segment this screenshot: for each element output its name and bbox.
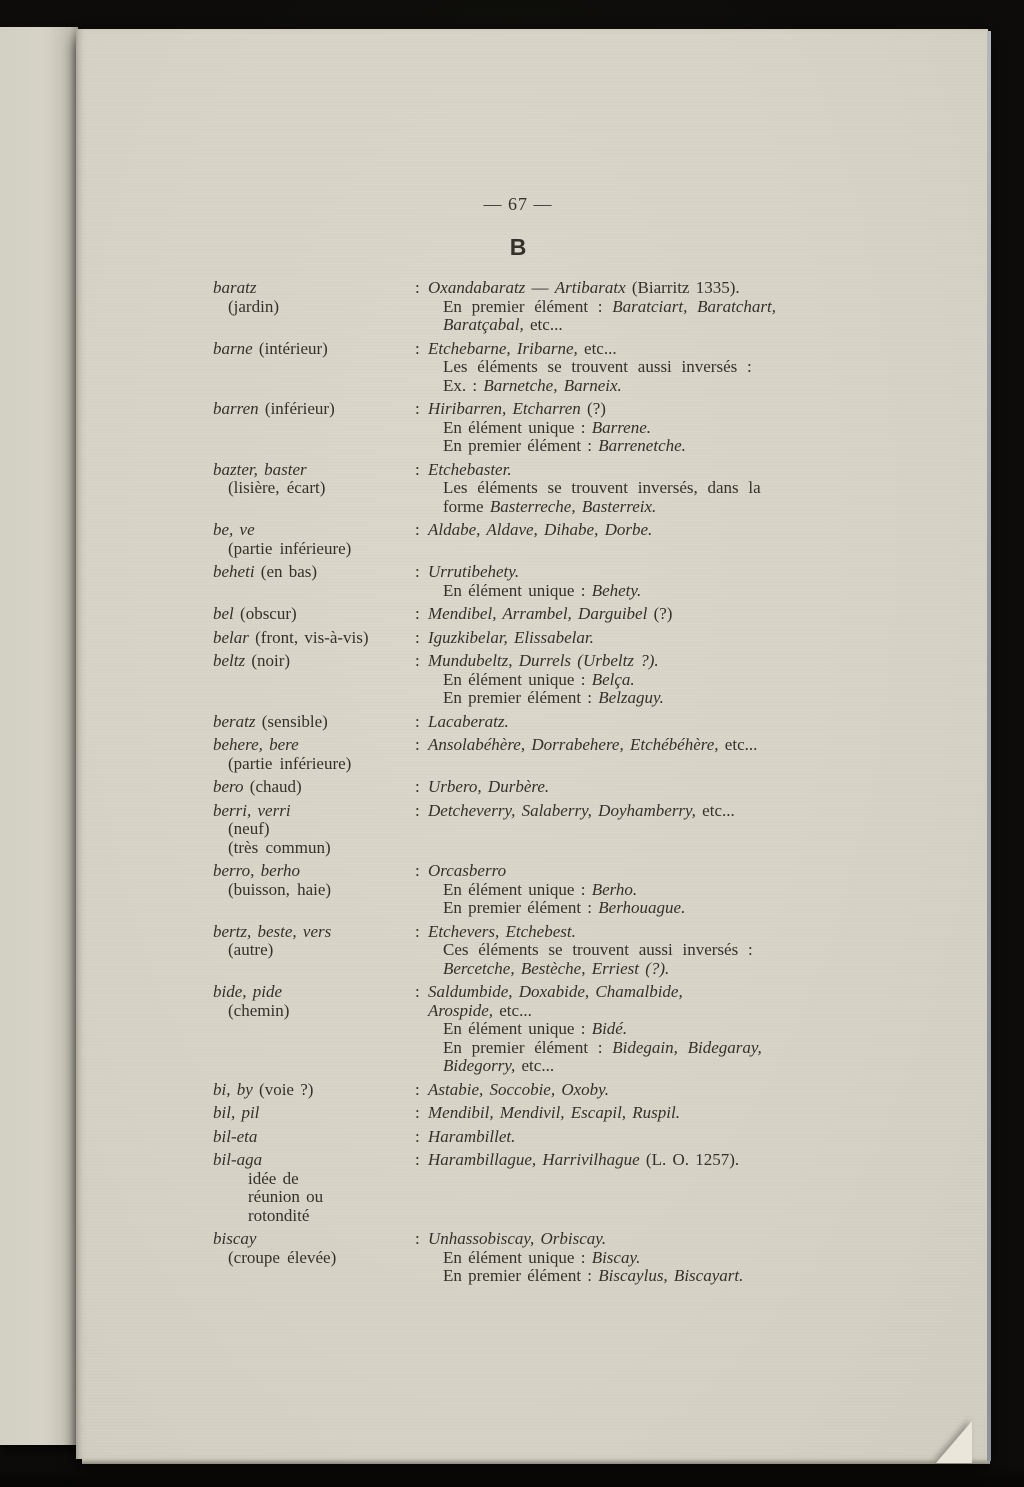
- plain-text: Ces éléments se trouvent aussi inversés :: [443, 940, 753, 959]
- definition-line: [428, 419, 823, 438]
- name-text: Belça.: [591, 669, 635, 689]
- definition-column: [428, 563, 823, 600]
- dictionary-entry: [213, 1230, 823, 1286]
- colon-separator: :: [415, 278, 420, 297]
- name-text: Biscay.: [591, 1247, 641, 1267]
- plain-text: (Biarritz 1335).: [625, 278, 740, 297]
- definition-column: [428, 1081, 823, 1100]
- term: [213, 1151, 415, 1170]
- name-text: Baratciart, Baratchart,: [612, 296, 776, 316]
- definition-column: [428, 1230, 823, 1286]
- colon-separator: :: [415, 777, 420, 796]
- term: [213, 563, 415, 582]
- name-text: bide, pide: [213, 982, 283, 1001]
- term-column: [213, 1081, 415, 1100]
- name-text: Artibaratx: [554, 278, 626, 297]
- plain-text: (L. O. 1257).: [639, 1150, 740, 1169]
- definition-column: [428, 521, 823, 540]
- page-content: [213, 29, 823, 1459]
- definition-line: [428, 1128, 823, 1147]
- term-gloss: (jardin): [228, 296, 279, 316]
- name-text: Oxandabaratz: [428, 278, 526, 297]
- definition-line: [428, 899, 823, 918]
- plain-text: En premier élément :: [443, 436, 599, 455]
- dictionary-entry: [213, 1128, 823, 1147]
- colon-separator: :: [415, 800, 420, 820]
- dictionary-entry: [213, 778, 823, 797]
- name-text: baratz: [213, 278, 257, 297]
- name-text: Harambillet.: [428, 1126, 516, 1146]
- name-text: be, ve: [213, 520, 255, 539]
- dictionary-entry: [213, 802, 823, 858]
- plain-text: etc...: [577, 338, 617, 358]
- term: [213, 340, 415, 359]
- definition-line: [428, 437, 823, 456]
- definition-line: [428, 377, 823, 396]
- name-text: Biscaylus, Biscayart.: [598, 1266, 744, 1285]
- term: [213, 1081, 415, 1100]
- term-column: [213, 521, 415, 558]
- dictionary-entry: [213, 1104, 823, 1123]
- definition-column: [428, 862, 823, 918]
- plain-text: Les éléments se trouvent inversés, dans la: [443, 478, 761, 497]
- definition-line: [428, 358, 823, 377]
- definition-line: [428, 298, 823, 317]
- colon-separator: :: [415, 1126, 420, 1146]
- name-text: Barrenetche.: [598, 436, 686, 455]
- term: [213, 629, 415, 648]
- term-column: [213, 778, 415, 797]
- definition-line: [428, 983, 823, 1002]
- term: [213, 802, 415, 821]
- name-text: Urrutibehety.: [428, 562, 520, 581]
- name-text: bertz, beste, vers: [213, 921, 332, 941]
- dictionary-entry: [213, 713, 823, 732]
- colon-separator: :: [415, 459, 420, 479]
- term-column: [213, 605, 415, 624]
- definition-line: [428, 340, 823, 359]
- name-text: Saldumbide, Doxabide, Chamalbide,: [428, 982, 683, 1001]
- term-note: réunion ou: [248, 1187, 324, 1206]
- term: [213, 713, 415, 732]
- term-column: [213, 400, 415, 419]
- name-text: Etchevers, Etchebest.: [428, 921, 576, 941]
- term-column: [213, 340, 415, 359]
- definition-column: [428, 1151, 823, 1170]
- dictionary-entry: [213, 279, 823, 335]
- definition-column: [428, 802, 823, 821]
- colon-separator: :: [415, 1229, 420, 1248]
- dictionary-entry: [213, 923, 823, 979]
- name-text: Berho.: [591, 879, 638, 899]
- name-text: belar: [213, 627, 249, 647]
- definition-line: [428, 582, 823, 601]
- definition-line: [428, 1020, 823, 1039]
- dictionary-entry: [213, 340, 823, 396]
- term: [213, 983, 415, 1002]
- definition-line: [428, 1230, 823, 1249]
- plain-text: En élément unique :: [443, 417, 592, 437]
- term-column: [213, 1230, 415, 1267]
- term-gloss: (autre): [228, 940, 274, 959]
- dictionary-entry: [213, 563, 823, 600]
- name-text: Berhouague.: [598, 898, 686, 917]
- colon-separator: :: [415, 1103, 420, 1122]
- definition-line: [428, 1104, 823, 1123]
- name-text: beheti: [213, 562, 255, 581]
- definition-line: [428, 1267, 823, 1286]
- colon-separator: :: [415, 921, 420, 941]
- name-text: Bidegain, Bidegaray,: [612, 1037, 762, 1057]
- term: [213, 521, 415, 540]
- term-column: [213, 652, 415, 671]
- definition-line: [428, 736, 823, 755]
- plain-text: En élément unique :: [443, 580, 592, 600]
- colon-separator: :: [415, 1150, 420, 1169]
- definition-line: [428, 1151, 823, 1170]
- plain-text: etc...: [523, 315, 563, 334]
- colon-separator: :: [415, 982, 420, 1001]
- term-column: [213, 983, 415, 1020]
- term-gloss: (partie inférieure): [228, 753, 352, 773]
- plain-text: Les éléments se trouvent aussi inversés :: [443, 357, 752, 376]
- term-column: [213, 736, 415, 773]
- term-column: [213, 279, 415, 316]
- colon-separator: :: [415, 627, 420, 647]
- name-text: Bidé.: [591, 1019, 628, 1038]
- colon-separator: :: [415, 562, 420, 581]
- dictionary-entry: [213, 605, 823, 624]
- dictionary-entry: [213, 736, 823, 773]
- name-text: Basterreche, Basterreix.: [489, 496, 657, 516]
- plain-text: En élément unique :: [443, 1247, 592, 1267]
- definition-line: [428, 960, 823, 979]
- plain-text: En premier élément :: [443, 1037, 613, 1057]
- name-text: barren: [213, 399, 259, 418]
- term-column: [213, 802, 415, 858]
- colon-separator: :: [415, 520, 420, 539]
- term-gloss: (lisière, écart): [228, 478, 326, 497]
- definition-line: [428, 1039, 823, 1058]
- definition-line: [428, 479, 823, 498]
- name-text: Etchebarne, Iribarne,: [428, 338, 578, 358]
- name-text: Mundubeltz, Durrels (Urbeltz ?).: [428, 651, 659, 670]
- name-text: bel: [213, 604, 234, 623]
- name-text: barne: [213, 338, 253, 358]
- name-text: Hiribarren, Etcharren: [428, 399, 581, 418]
- plain-text: Ex. :: [443, 375, 484, 395]
- term-column: [213, 563, 415, 582]
- term-column: [213, 923, 415, 960]
- name-text: Etchebaster.: [428, 459, 512, 479]
- definition-column: [428, 1104, 823, 1123]
- dictionary-entry: [213, 521, 823, 558]
- name-text: Baratçabal,: [443, 315, 524, 334]
- term-gloss: (chemin): [228, 1000, 290, 1020]
- definition-column: [428, 461, 823, 517]
- plain-text: (noir): [245, 651, 291, 670]
- definition-column: [428, 713, 823, 732]
- term: [213, 400, 415, 419]
- term: [213, 736, 415, 755]
- name-text: Barrene.: [591, 417, 652, 437]
- name-text: Astabie, Soccobie, Oxoby.: [428, 1079, 610, 1099]
- name-text: Mendibil, Mendivil, Escapil, Ruspil.: [428, 1103, 680, 1122]
- term-note: rotondité: [248, 1205, 310, 1225]
- name-text: biscay: [213, 1229, 257, 1248]
- plain-text: etc...: [695, 800, 735, 820]
- definition-line: [428, 498, 823, 517]
- definition-column: [428, 279, 823, 335]
- term-gloss: (buisson, haie): [228, 879, 332, 899]
- definition-line: [428, 1002, 823, 1021]
- name-text: Urbero, Durbère.: [428, 777, 550, 796]
- term-column: [213, 629, 415, 648]
- definition-line: [428, 923, 823, 942]
- term-column: [213, 1104, 415, 1123]
- definition-line: [428, 400, 823, 419]
- definition-column: [428, 400, 823, 456]
- name-text: Unhassobiscay, Orbiscay.: [428, 1229, 607, 1248]
- term: [213, 279, 415, 298]
- definition-column: [428, 778, 823, 797]
- name-text: Arospide,: [428, 1000, 494, 1020]
- name-text: Harambillague, Harrivilhague: [428, 1150, 640, 1169]
- name-text: Belzaguy.: [598, 688, 664, 707]
- term: [213, 1104, 415, 1123]
- plain-text: (obscur): [233, 604, 297, 623]
- name-text: Aldabe, Aldave, Dihabe, Dorbe.: [428, 520, 653, 539]
- name-text: bil, pil: [213, 1103, 260, 1122]
- definition-line: [428, 652, 823, 671]
- dictionary-entry: [213, 400, 823, 456]
- term-gloss: (neuf): [228, 819, 270, 838]
- entries-list: [213, 279, 823, 1291]
- definition-column: [428, 736, 823, 755]
- definition-line: [428, 671, 823, 690]
- plain-text: etc...: [493, 1000, 532, 1020]
- definition-line: [428, 862, 823, 881]
- section-heading: B: [509, 234, 527, 260]
- bottom-shadow: [0, 1463, 1024, 1487]
- definition-line: [428, 941, 823, 960]
- plain-text: etc...: [515, 1056, 555, 1075]
- plain-text: etc...: [718, 735, 758, 754]
- plain-text: (?): [580, 399, 606, 418]
- term-column: [213, 461, 415, 498]
- term-note: idée de: [248, 1168, 299, 1188]
- name-text: Behety.: [591, 580, 642, 600]
- definition-line: [428, 881, 823, 900]
- plain-text: En premier élément :: [443, 688, 599, 707]
- dictionary-entry: [213, 1081, 823, 1100]
- definition-line: [428, 802, 823, 821]
- colon-separator: :: [415, 338, 420, 358]
- dictionary-entry: [213, 629, 823, 648]
- colon-separator: :: [415, 604, 420, 623]
- term-column: [213, 713, 415, 732]
- name-text: bil-aga: [213, 1150, 263, 1169]
- term: [213, 778, 415, 797]
- plain-text: forme: [443, 496, 490, 516]
- colon-separator: :: [415, 399, 420, 418]
- name-text: bil-eta: [213, 1126, 258, 1146]
- term: [213, 461, 415, 480]
- plain-text: (inférieur): [258, 399, 335, 418]
- term-column: [213, 862, 415, 899]
- definition-line: [428, 1081, 823, 1100]
- term-gloss: (partie inférieure): [228, 538, 352, 558]
- colon-separator: :: [415, 711, 420, 731]
- term: [213, 1230, 415, 1249]
- term-column: [213, 1128, 415, 1147]
- name-text: beratz: [213, 711, 256, 731]
- plain-text: En élément unique :: [443, 1019, 592, 1038]
- name-text: Barnetche, Barneix.: [483, 375, 622, 395]
- plain-text: (front, vis-à-vis): [248, 627, 369, 647]
- definition-column: [428, 983, 823, 1076]
- definition-line: [428, 778, 823, 797]
- definition-line: [428, 713, 823, 732]
- definition-line: [428, 1057, 823, 1076]
- plain-text: (en bas): [254, 562, 318, 581]
- colon-separator: :: [415, 735, 420, 754]
- definition-column: [428, 340, 823, 396]
- plain-text: En premier élément :: [443, 1266, 599, 1285]
- colon-separator: :: [415, 651, 420, 670]
- definition-column: [428, 629, 823, 648]
- definition-line: [428, 563, 823, 582]
- term: [213, 605, 415, 624]
- name-text: berri, verri: [213, 800, 291, 820]
- name-text: Orcasberro: [428, 861, 507, 880]
- definition-line: [428, 461, 823, 480]
- dictionary-entry: [213, 652, 823, 708]
- plain-text: En élément unique :: [443, 879, 592, 899]
- definition-line: [428, 521, 823, 540]
- dictionary-entry: [213, 1151, 823, 1225]
- term: [213, 862, 415, 881]
- page-number: — 67 —: [483, 194, 553, 214]
- plain-text: En premier élément :: [443, 296, 613, 316]
- plain-text: —: [525, 278, 555, 297]
- name-text: berro, berho: [213, 861, 300, 880]
- name-text: bi, by: [213, 1079, 253, 1099]
- dictionary-entry: [213, 983, 823, 1076]
- definition-line: [428, 316, 823, 335]
- term: [213, 923, 415, 942]
- definition-column: [428, 923, 823, 979]
- book-page: [76, 29, 988, 1459]
- name-text: Detcheverry, Salaberry, Doyhamberry,: [428, 800, 696, 820]
- plain-text: (sensible): [255, 711, 328, 731]
- name-text: bero: [213, 777, 244, 796]
- name-text: Bercetche, Bestèche, Erriest (?).: [443, 958, 670, 978]
- term: [213, 1128, 415, 1147]
- term-column: [213, 1151, 415, 1225]
- term-gloss: (très commun): [228, 837, 331, 857]
- colon-separator: :: [415, 1079, 420, 1099]
- definition-column: [428, 1128, 823, 1147]
- plain-text: (chaud): [243, 777, 302, 796]
- plain-text: (voie ?): [252, 1079, 314, 1099]
- definition-line: [428, 279, 823, 298]
- plain-text: En premier élément :: [443, 898, 599, 917]
- name-text: Lacaberatz.: [428, 711, 509, 731]
- dogear-fold: [936, 1421, 972, 1463]
- name-text: Iguzkibelar, Elissabelar.: [428, 627, 594, 647]
- facing-page-edge: [0, 27, 78, 1445]
- definition-line: [428, 629, 823, 648]
- definition-column: [428, 605, 823, 624]
- name-text: bazter, baster: [213, 459, 307, 479]
- definition-line: [428, 605, 823, 624]
- term-gloss: (croupe élevée): [228, 1247, 337, 1267]
- dictionary-entry: [213, 461, 823, 517]
- name-text: Mendibel, Arrambel, Darguibel: [428, 604, 648, 623]
- definition-line: [428, 689, 823, 708]
- definition-column: [428, 652, 823, 708]
- name-text: Ansolabéhère, Dorrabehere, Etchébéhère,: [428, 735, 719, 754]
- plain-text: (intérieur): [252, 338, 328, 358]
- plain-text: (?): [647, 604, 673, 623]
- dictionary-entry: [213, 862, 823, 918]
- plain-text: En élément unique :: [443, 669, 592, 689]
- name-text: behere, bere: [213, 735, 299, 754]
- term: [213, 652, 415, 671]
- colon-separator: :: [415, 861, 420, 880]
- name-text: Bidegorry,: [443, 1056, 516, 1075]
- definition-line: [428, 1249, 823, 1268]
- name-text: beltz: [213, 651, 246, 670]
